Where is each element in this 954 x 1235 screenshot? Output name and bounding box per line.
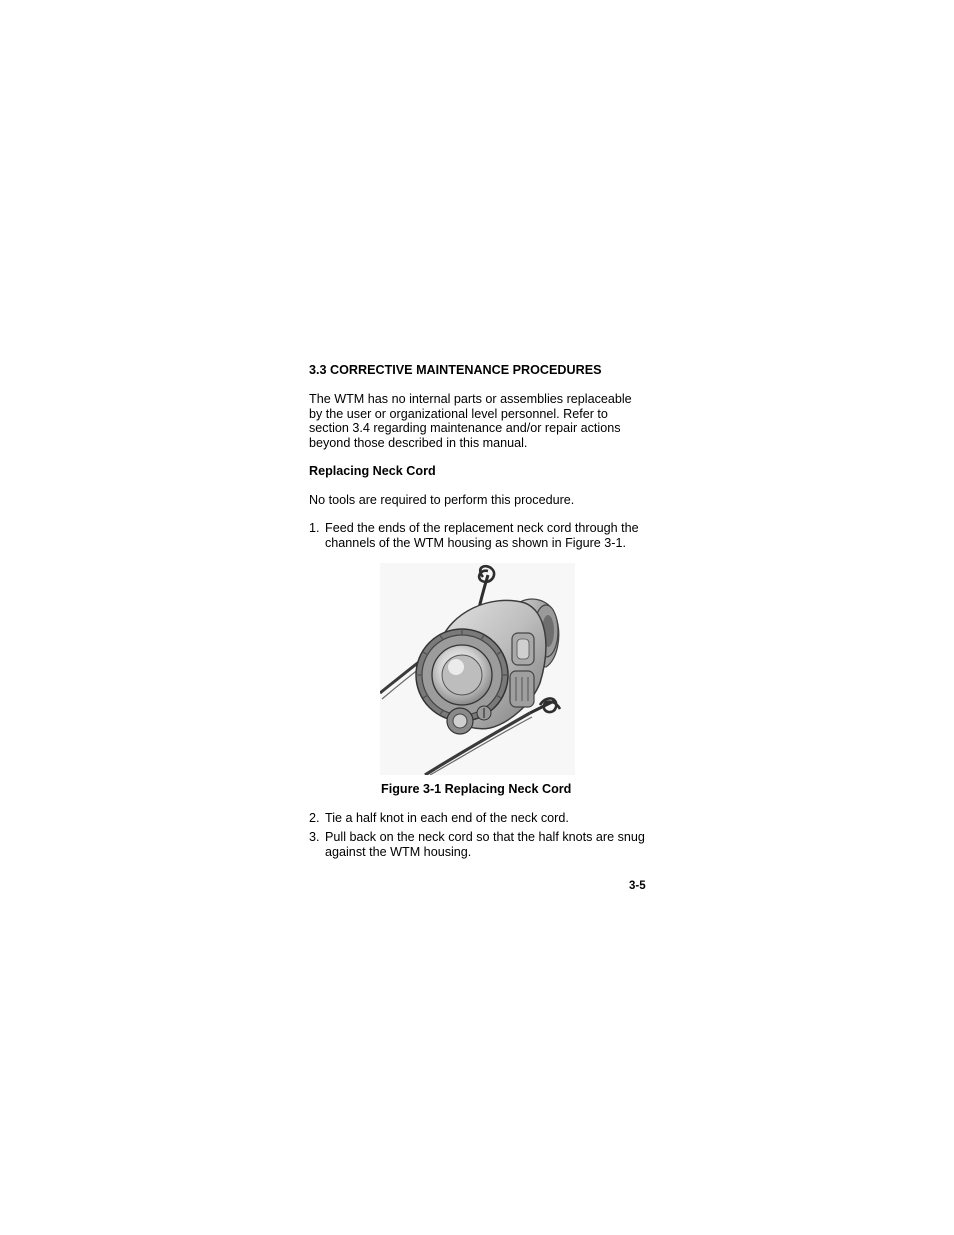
step-text — [325, 830, 645, 859]
tools-note: No tools are required to perform this procedure. — [309, 493, 575, 507]
figure-illustration — [380, 563, 575, 775]
step-number: 2. — [309, 811, 320, 825]
page-number: 3-5 — [629, 880, 646, 892]
step-line: Pull back on the neck cord so that the half knots are snug — [325, 830, 645, 844]
step-text — [325, 811, 569, 826]
step-text — [325, 521, 639, 550]
intro-line: The WTM has no internal parts or assemblies replaceable — [309, 392, 632, 406]
step-line: Tie a half knot in each end of the neck cord. — [325, 811, 569, 825]
step-line: channels of the WTM housing as shown in Figure 3-1. — [325, 535, 627, 550]
intro-line: section 3.4 regarding maintenance and/or repair actions — [309, 421, 621, 436]
figure-caption: Figure 3-1 Replacing Neck Cord — [381, 782, 572, 796]
intro-line: by the user or organizational level personnel. Refer to — [309, 406, 608, 421]
monocular-neck-cord-drawing — [380, 563, 575, 775]
intro-paragraph — [309, 392, 654, 450]
step-number: 1. — [309, 521, 320, 535]
step-line: Feed the ends of the replacement neck cord through the — [325, 521, 639, 535]
step-number: 3. — [309, 830, 320, 844]
section-heading: 3.3 CORRECTIVE MAINTENANCE PROCEDURES — [309, 363, 602, 377]
step-line: against the WTM housing. — [325, 844, 472, 859]
subsection-heading: Replacing Neck Cord — [309, 464, 436, 478]
intro-line: beyond those described in this manual. — [309, 435, 528, 450]
